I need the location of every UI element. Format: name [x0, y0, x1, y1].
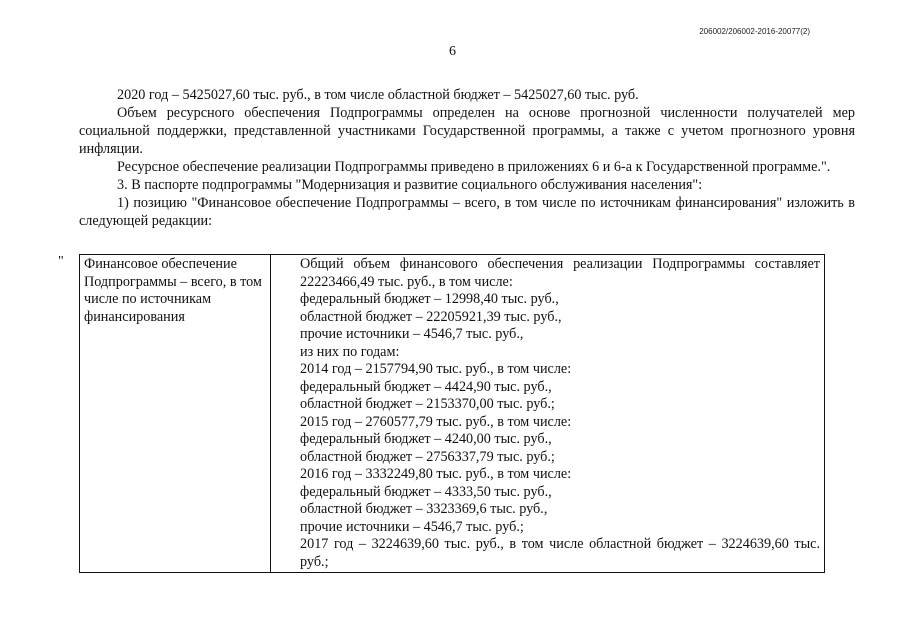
funding-line: областной бюджет – 2756337,79 тыс. руб.; — [300, 448, 555, 465]
paragraph-resource-volume: Объем ресурсного обеспечения Подпрограммы определен на основе прогнозной численности получателей мер социальной поддержки, представленной участниками Государственной программы, а также с учетом прогнозного уровня инфляции. — [79, 105, 855, 157]
position-name-cell: Финансовое обеспечение Подпрограммы – всего, в том числе по источникам финансирования — [80, 255, 271, 573]
passport-table — [79, 254, 825, 573]
funding-line: федеральный бюджет – 12998,40 тыс. руб., — [300, 291, 559, 307]
total-funding-line: Общий объем финансового обеспечения реализации Подпрограммы составляет 22223466,49 тыс. руб., в том числе: — [300, 256, 820, 290]
paragraph-amendment-3-1: 1) позицию "Финансовое обеспечение Подпрограммы – всего, в том числе по источникам финансирования" изложить в следующей редакции: — [79, 195, 855, 229]
page-number: 6 — [449, 44, 456, 59]
funding-line: федеральный бюджет – 4424,90 тыс. руб., — [300, 378, 552, 395]
funding-line: областной бюджет – 3323369,6 тыс. руб., — [300, 501, 548, 517]
year-line-2014: 2014 год – 2157794,90 тыс. руб., в том числе: — [300, 361, 572, 377]
table-row — [80, 255, 825, 573]
funding-line: из них по годам: — [300, 343, 400, 360]
year-line-2015: 2015 год – 2760577,79 тыс. руб., в том числе: — [300, 413, 572, 430]
paragraph-resource-appendix: Ресурсное обеспечение реализации Подпрограммы приведено в приложениях 6 и 6-а к Государственной программе.". — [117, 159, 831, 175]
funding-line: федеральный бюджет – 4333,50 тыс. руб., — [300, 483, 552, 500]
funding-line: прочие источники – 4546,7 тыс. руб., — [300, 326, 524, 342]
funding-line: областной бюджет – 2153370,00 тыс. руб.; — [300, 396, 555, 412]
year-line-2017: 2017 год – 3224639,60 тыс. руб., в том числе областной бюджет – 3224639,60 тыс. руб.; — [300, 536, 820, 570]
document-id: 206002/206002-2016-20077(2) — [699, 27, 810, 36]
position-value-cell — [271, 255, 825, 573]
funding-line: федеральный бюджет – 4240,00 тыс. руб., — [300, 431, 552, 447]
funding-line: прочие источники – 4546,7 тыс. руб.; — [300, 518, 524, 535]
paragraph-amendment-3: 3. В паспорте подпрограммы "Модернизация и развитие социального обслуживания населения": — [117, 177, 703, 193]
opening-quote-mark: " — [58, 254, 64, 269]
paragraph-2020-funding: 2020 год – 5425027,60 тыс. руб., в том числе областной бюджет – 5425027,60 тыс. руб. — [117, 87, 639, 103]
funding-line: областной бюджет – 22205921,39 тыс. руб., — [300, 308, 562, 325]
body-text — [79, 86, 855, 230]
year-line-2016: 2016 год – 3332249,80 тыс. руб., в том числе: — [300, 466, 572, 482]
